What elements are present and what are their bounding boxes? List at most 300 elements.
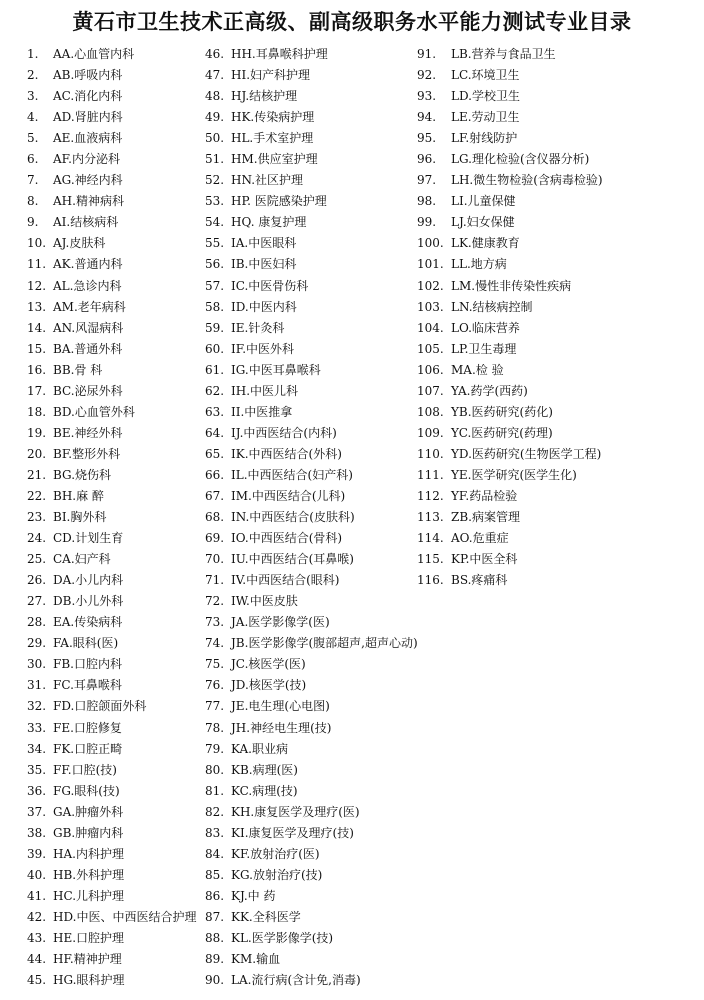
subject-number: 87. xyxy=(205,909,225,924)
subject-name: LF.射线防护 xyxy=(451,131,518,146)
subject-name: KC.病理(技) xyxy=(231,783,298,798)
subject-item xyxy=(27,781,196,802)
subject-number: 36. xyxy=(27,783,47,798)
subject-number: 41. xyxy=(27,888,47,903)
subject-number: 67. xyxy=(205,488,225,503)
subject-number: 25. xyxy=(27,552,47,567)
subject-item xyxy=(205,128,418,149)
subject-item xyxy=(205,612,418,633)
subject-number: 13. xyxy=(27,299,47,314)
subject-number: 110. xyxy=(417,446,444,461)
subject-name: BF.整形外科 xyxy=(53,446,121,461)
subject-number: 111. xyxy=(417,467,444,482)
subject-number: 70. xyxy=(205,552,225,567)
subject-number: 39. xyxy=(27,846,47,861)
subject-name: BD.心血管外科 xyxy=(53,404,135,419)
subject-item xyxy=(27,65,196,86)
subject-item xyxy=(205,381,418,402)
subject-number: 88. xyxy=(205,930,225,945)
subject-column-1 xyxy=(27,44,196,991)
subject-number: 27. xyxy=(27,594,47,609)
subject-name: HM.供应室护理 xyxy=(231,152,318,167)
subject-name: IV.中西医结合(眼科) xyxy=(231,573,340,588)
subject-item xyxy=(27,760,196,781)
subject-item xyxy=(417,107,603,128)
subject-item xyxy=(205,170,418,191)
subject-name: FF.口腔(技) xyxy=(53,762,117,777)
subject-item xyxy=(27,191,196,212)
subject-item xyxy=(205,212,418,233)
subject-number: 48. xyxy=(205,89,225,104)
subject-name: AG.神经内科 xyxy=(53,173,123,188)
subject-item xyxy=(417,191,603,212)
subject-number: 54. xyxy=(205,215,225,230)
subject-name: KA.职业病 xyxy=(231,741,288,756)
subject-name: BG.烧伤科 xyxy=(53,467,112,482)
subject-item xyxy=(205,739,418,760)
subject-item xyxy=(417,212,603,233)
subject-item xyxy=(27,633,196,654)
subject-name: HQ. 康复护理 xyxy=(231,215,307,230)
subject-item xyxy=(205,149,418,170)
subject-number: 90. xyxy=(205,973,225,988)
subject-item xyxy=(27,865,196,886)
subject-name: IE.针灸科 xyxy=(231,320,285,335)
subject-name: IJ.中西医结合(内科) xyxy=(231,425,337,440)
subject-name: KJ.中 药 xyxy=(231,888,276,903)
subject-column-3 xyxy=(417,44,603,591)
subject-item xyxy=(205,907,418,928)
subject-item xyxy=(205,423,418,444)
subject-item xyxy=(205,486,418,507)
subject-number: 30. xyxy=(27,657,47,672)
subject-number: 89. xyxy=(205,952,225,967)
subject-item xyxy=(27,907,196,928)
subject-item xyxy=(27,44,196,65)
subject-name: YD.医药研究(生物医学工程) xyxy=(451,446,602,461)
subject-number: 97. xyxy=(417,173,437,188)
subject-number: 35. xyxy=(27,762,47,777)
subject-item xyxy=(417,402,603,423)
subject-item xyxy=(417,360,603,381)
subject-name: YF.药品检验 xyxy=(451,488,518,503)
subject-number: 9. xyxy=(27,215,39,230)
subject-number: 50. xyxy=(205,131,225,146)
subject-name: LO.临床营养 xyxy=(451,320,520,335)
subject-name: KP.中医全科 xyxy=(451,552,518,567)
subject-name: LC.环境卫生 xyxy=(451,68,520,83)
subject-number: 45. xyxy=(27,973,47,988)
subject-number: 82. xyxy=(205,804,225,819)
subject-number: 23. xyxy=(27,510,47,525)
subject-item xyxy=(205,823,418,844)
subject-name: JA.医学影像学(医) xyxy=(231,615,330,630)
subject-name: HB.外科护理 xyxy=(53,867,125,882)
subject-item xyxy=(417,381,603,402)
subject-item xyxy=(205,65,418,86)
subject-number: 102. xyxy=(417,278,444,293)
subject-number: 92. xyxy=(417,68,437,83)
subject-number: 37. xyxy=(27,804,47,819)
subject-number: 32. xyxy=(27,699,47,714)
subject-number: 94. xyxy=(417,110,437,125)
subject-number: 65. xyxy=(205,446,225,461)
subject-name: IA.中医眼科 xyxy=(231,236,297,251)
subject-number: 83. xyxy=(205,825,225,840)
subject-item xyxy=(27,507,196,528)
subject-item xyxy=(27,381,196,402)
subject-number: 68. xyxy=(205,510,225,525)
subject-name: IK.中西医结合(外科) xyxy=(231,446,342,461)
subject-number: 115. xyxy=(417,552,444,567)
subject-name: IM.中西医结合(儿科) xyxy=(231,488,346,503)
page-title: 黄石市卫生技术正高级、副高级职务水平能力测试专业目录 xyxy=(72,10,632,34)
subject-number: 52. xyxy=(205,173,225,188)
subject-number: 46. xyxy=(205,47,225,61)
subject-name: FC.耳鼻喉科 xyxy=(53,678,122,693)
subject-name: AA.心血管内科 xyxy=(53,47,135,61)
subject-number: 86. xyxy=(205,888,225,903)
subject-number: 42. xyxy=(27,909,47,924)
subject-number: 93. xyxy=(417,89,437,104)
subject-item xyxy=(417,549,603,570)
subject-number: 56. xyxy=(205,257,225,272)
subject-item xyxy=(417,44,603,65)
subject-name: HF.精神护理 xyxy=(53,952,122,967)
subject-number: 113. xyxy=(417,510,444,525)
subject-name: IL.中西医结合(妇产科) xyxy=(231,467,353,482)
subject-number: 104. xyxy=(417,320,444,335)
subject-item xyxy=(27,212,196,233)
subject-name: IB.中医妇科 xyxy=(231,257,297,272)
subject-item xyxy=(27,718,196,739)
subject-name: KL.医学影像学(技) xyxy=(231,930,334,945)
subject-name: JH.神经电生理(技) xyxy=(231,720,332,735)
subject-name: GB.肿瘤内科 xyxy=(53,825,124,840)
subject-name: AD.肾脏内科 xyxy=(53,110,123,125)
subject-number: 16. xyxy=(27,362,47,377)
subject-item xyxy=(205,444,418,465)
subject-item xyxy=(205,760,418,781)
subject-number: 11. xyxy=(27,257,47,272)
subject-name: KF.放射治疗(医) xyxy=(231,846,320,861)
subject-item xyxy=(205,276,418,297)
subject-item xyxy=(27,360,196,381)
subject-number: 51. xyxy=(205,152,225,167)
subject-number: 108. xyxy=(417,404,444,419)
subject-item xyxy=(417,233,603,254)
subject-name: HH.耳鼻喉科护理 xyxy=(231,47,328,61)
subject-item xyxy=(205,865,418,886)
subject-number: 38. xyxy=(27,825,47,840)
subject-number: 21. xyxy=(27,467,47,482)
subject-number: 49. xyxy=(205,110,225,125)
subject-name: HI.妇产科护理 xyxy=(231,68,311,83)
subject-number: 95. xyxy=(417,131,437,146)
subject-name: IH.中医儿科 xyxy=(231,383,299,398)
subject-item xyxy=(205,970,418,991)
subject-number: 31. xyxy=(27,678,47,693)
subject-item xyxy=(27,444,196,465)
subject-number: 2. xyxy=(27,68,39,83)
subject-number: 80. xyxy=(205,762,225,777)
subject-number: 20. xyxy=(27,446,47,461)
subject-item xyxy=(27,591,196,612)
subject-name: II.中医推拿 xyxy=(231,404,293,419)
subject-item xyxy=(205,507,418,528)
subject-item xyxy=(27,86,196,107)
subject-name: AH.精神病科 xyxy=(53,194,124,209)
subject-item xyxy=(27,802,196,823)
subject-name: KH.康复医学及理疗(医) xyxy=(231,804,360,819)
subject-number: 96. xyxy=(417,152,437,167)
subject-name: BC.泌尿外科 xyxy=(53,383,123,398)
subject-name: HK.传染病护理 xyxy=(231,110,315,125)
subject-item xyxy=(205,802,418,823)
subject-name: FG.眼科(技) xyxy=(53,783,120,798)
subject-name: AN.风湿病科 xyxy=(53,320,124,335)
subject-item xyxy=(417,276,603,297)
subject-name: YB.医药研究(药化) xyxy=(451,404,553,419)
subject-number: 47. xyxy=(205,68,225,83)
subject-name: LJ.妇女保健 xyxy=(451,215,515,230)
subject-name: FD.口腔颌面外科 xyxy=(53,699,147,714)
subject-item xyxy=(417,570,603,591)
subject-item xyxy=(417,65,603,86)
subject-item xyxy=(205,402,418,423)
subject-item xyxy=(205,233,418,254)
subject-item xyxy=(27,233,196,254)
subject-number: 84. xyxy=(205,846,225,861)
subject-item xyxy=(417,507,603,528)
subject-name: FK.口腔正畸 xyxy=(53,741,123,756)
subject-name: LK.健康教育 xyxy=(451,236,520,251)
subject-name: BH.麻 醉 xyxy=(53,488,104,503)
subject-item xyxy=(27,318,196,339)
subject-number: 79. xyxy=(205,741,225,756)
subject-number: 8. xyxy=(27,194,39,209)
subject-name: HG.眼科护理 xyxy=(53,973,125,988)
subject-item xyxy=(27,823,196,844)
subject-item xyxy=(205,654,418,675)
subject-number: 33. xyxy=(27,720,47,735)
subject-item xyxy=(417,86,603,107)
subject-number: 12. xyxy=(27,278,47,293)
subject-item xyxy=(205,928,418,949)
subject-name: AC.消化内科 xyxy=(53,89,123,104)
subject-name: LP.卫生毒理 xyxy=(451,341,517,356)
subject-item xyxy=(27,570,196,591)
subject-number: 4. xyxy=(27,110,39,125)
subject-column-2 xyxy=(205,44,418,991)
subject-number: 55. xyxy=(205,236,225,251)
subject-number: 43. xyxy=(27,930,47,945)
subject-item xyxy=(205,86,418,107)
subject-item xyxy=(205,844,418,865)
subject-number: 10. xyxy=(27,236,47,251)
subject-name: GA.肿瘤外科 xyxy=(53,804,124,819)
subject-name: HN.社区护理 xyxy=(231,173,304,188)
subject-number: 77. xyxy=(205,699,225,714)
subject-item xyxy=(417,297,603,318)
subject-item xyxy=(205,297,418,318)
subject-name: IN.中西医结合(皮肤科) xyxy=(231,510,355,525)
subject-name: KK.全科医学 xyxy=(231,909,301,924)
subject-name: CA.妇产科 xyxy=(53,552,111,567)
subject-name: LG.理化检验(含仪器分析) xyxy=(451,152,590,167)
subject-number: 58. xyxy=(205,299,225,314)
subject-item xyxy=(205,44,418,65)
subject-number: 34. xyxy=(27,741,47,756)
subject-item xyxy=(417,528,603,549)
subject-name: IU.中西医结合(耳鼻喉) xyxy=(231,552,354,567)
subject-number: 75. xyxy=(205,657,225,672)
subject-name: IW.中医皮肤 xyxy=(231,594,298,609)
subject-number: 57. xyxy=(205,278,225,293)
subject-item xyxy=(205,886,418,907)
subject-item xyxy=(417,444,603,465)
subject-name: HL.手术室护理 xyxy=(231,131,314,146)
subject-name: MA.检 验 xyxy=(451,362,504,377)
subject-number: 44. xyxy=(27,952,47,967)
subject-number: 99. xyxy=(417,215,437,230)
subject-name: AO.危重症 xyxy=(451,531,509,546)
subject-item xyxy=(27,549,196,570)
subject-number: 61. xyxy=(205,362,225,377)
subject-number: 63. xyxy=(205,404,225,419)
subject-name: HD.中医、中西医结合护理 xyxy=(53,909,197,924)
subject-number: 19. xyxy=(27,425,47,440)
subject-name: FE.口腔修复 xyxy=(53,720,122,735)
subject-item xyxy=(205,718,418,739)
subject-name: BB.骨 科 xyxy=(53,362,103,377)
subject-name: JB.医学影像学(腹部超声,超声心动) xyxy=(231,636,418,651)
subject-item xyxy=(417,149,603,170)
subject-number: 28. xyxy=(27,615,47,630)
subject-name: KG.放射治疗(技) xyxy=(231,867,323,882)
subject-name: IC.中医骨伤科 xyxy=(231,278,309,293)
subject-name: HE.口腔护理 xyxy=(53,930,125,945)
subject-number: 71. xyxy=(205,573,225,588)
subject-item xyxy=(27,970,196,991)
subject-item xyxy=(205,591,418,612)
subject-item xyxy=(417,465,603,486)
subject-name: IG.中医耳鼻喉科 xyxy=(231,362,321,377)
subject-item xyxy=(27,844,196,865)
subject-item xyxy=(205,360,418,381)
subject-number: 114. xyxy=(417,531,444,546)
subject-item xyxy=(205,549,418,570)
subject-name: BI.胸外科 xyxy=(53,510,107,525)
subject-item xyxy=(205,191,418,212)
subject-name: LI.儿童保健 xyxy=(451,194,516,209)
subject-number: 105. xyxy=(417,341,444,356)
subject-item xyxy=(417,128,603,149)
subject-number: 59. xyxy=(205,320,225,335)
subject-name: JD.核医学(技) xyxy=(231,678,307,693)
subject-item xyxy=(27,486,196,507)
subject-number: 66. xyxy=(205,467,225,482)
subject-number: 85. xyxy=(205,867,225,882)
subject-name: AK.普通内科 xyxy=(53,257,123,272)
subject-item xyxy=(27,149,196,170)
subject-item xyxy=(27,739,196,760)
subject-number: 29. xyxy=(27,636,47,651)
subject-name: BS.疼痛科 xyxy=(451,573,508,588)
subject-item xyxy=(205,254,418,275)
subject-name: DA.小儿内科 xyxy=(53,573,124,588)
subject-name: YA.药学(西药) xyxy=(451,383,528,398)
subject-number: 60. xyxy=(205,341,225,356)
subject-item xyxy=(27,886,196,907)
subject-number: 64. xyxy=(205,425,225,440)
subject-item xyxy=(205,107,418,128)
subject-name: KB.病理(医) xyxy=(231,762,298,777)
subject-name: AF.内分泌科 xyxy=(53,152,120,167)
subject-item xyxy=(205,465,418,486)
subject-number: 109. xyxy=(417,425,444,440)
subject-name: LD.学校卫生 xyxy=(451,89,520,104)
subject-number: 22. xyxy=(27,488,47,503)
subject-number: 112. xyxy=(417,488,444,503)
subject-number: 53. xyxy=(205,194,225,209)
subject-name: AL.急诊内科 xyxy=(53,278,122,293)
subject-name: BE.神经外科 xyxy=(53,425,123,440)
subject-item xyxy=(417,423,603,444)
subject-number: 24. xyxy=(27,531,47,546)
subject-number: 18. xyxy=(27,404,47,419)
subject-item xyxy=(205,949,418,970)
subject-item xyxy=(205,570,418,591)
subject-number: 81. xyxy=(205,783,225,798)
subject-number: 73. xyxy=(205,615,225,630)
subject-item xyxy=(27,654,196,675)
subject-number: 17. xyxy=(27,383,47,398)
subject-name: YC.医药研究(药理) xyxy=(451,425,553,440)
subject-number: 1. xyxy=(27,47,39,61)
subject-item xyxy=(27,949,196,970)
subject-number: 76. xyxy=(205,678,225,693)
subject-name: FB.口腔内科 xyxy=(53,657,122,672)
subject-item xyxy=(27,928,196,949)
subject-number: 5. xyxy=(27,131,39,146)
subject-number: 40. xyxy=(27,867,47,882)
subject-item xyxy=(417,486,603,507)
subject-item xyxy=(205,696,418,717)
subject-name: KM.输血 xyxy=(231,952,281,967)
subject-name: AE.血液病科 xyxy=(53,131,123,146)
subject-item xyxy=(27,465,196,486)
subject-number: 78. xyxy=(205,720,225,735)
subject-item xyxy=(27,696,196,717)
subject-name: CD.计划生育 xyxy=(53,531,124,546)
subject-name: LN.结核病控制 xyxy=(451,299,533,314)
subject-number: 7. xyxy=(27,173,39,188)
subject-name: LL.地方病 xyxy=(451,257,507,272)
subject-name: HJ.结核护理 xyxy=(231,89,298,104)
subject-item xyxy=(27,254,196,275)
subject-name: IO.中西医结合(骨科) xyxy=(231,531,343,546)
subject-item xyxy=(27,297,196,318)
subject-number: 15. xyxy=(27,341,47,356)
subject-item xyxy=(27,107,196,128)
subject-item xyxy=(27,528,196,549)
subject-item xyxy=(27,612,196,633)
subject-name: FA.眼科(医) xyxy=(53,636,119,651)
subject-item xyxy=(205,633,418,654)
subject-number: 106. xyxy=(417,362,444,377)
subject-number: 101. xyxy=(417,257,444,272)
